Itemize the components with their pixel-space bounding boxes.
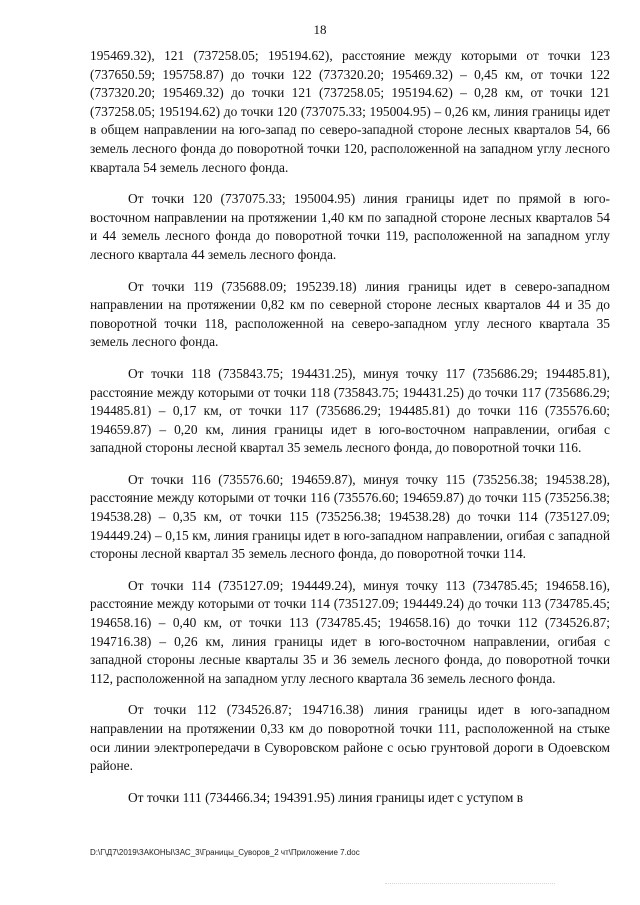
paragraph: 195469.32), 121 (737258.05; 195194.62), расстояние между которыми от точки 123 (737650.59; 195758.87) до точки 122 (737320.20; 195469.32) – 0,45 км, от точки 122 (737320.20; 195469.32) до точки 121 (737258.05; 195194.62) – 0,28 км, от точки 121 (737258.05; 195194.62) до точки 120 (737075.33; 195004.95) – 0,26 км, линия границы идет в общем направлении на юго-запад по северо-западной стороне лесных кварталов 54, 66 земель лесного фонда до поворотной точки 120, расположенной на западном углу лесного квартала 54 земель лесного фонда. (90, 48, 610, 175)
page-number: 18 (313, 22, 327, 37)
paragraph: От точки 112 (734526.87; 194716.38) линия границы идет в юго-западном направлении на протяжении 0,33 км до поворотной точки 111, расположенной на стыке оси линии электропередачи в Суворовском районе с осью грунтовой дороги в Одоевском районе. (90, 702, 610, 774)
paragraph: От точки 116 (735576.60; 194659.87), минуя точку 115 (735256.38; 194538.28), расстояние между которыми от точки 116 (735576.60; 194659.87) до точки 115 (735256.38; 194538.28) – 0,35 км, от точки 115 (735256.38; 194538.28) до точки 114 (735127.09; 194449.24) – 0,15 км, линия границы идет в юго-западном направлении, огибая с западной стороны лесной квартал 35 земель лесного фонда, до поворотной точки 114. (90, 471, 610, 562)
paragraph: От точки 111 (734466.34; 194391.95) линия границы идет с уступом в (128, 789, 524, 805)
footer-file-path: D:\Г\Д7\2019\ЗАКОНЫ\ЗАС_3\Границы_Суворов_2 чт\Приложение 7.doc (90, 848, 360, 857)
document-body (90, 47, 610, 820)
scan-artifact (385, 883, 555, 888)
paragraph: От точки 118 (735843.75; 194431.25), минуя точку 117 (735686.29; 194485.81), расстояние между которыми от точки 118 (735843.75; 194431.25) до точки 117 (735686.29; 194485.81) – 0,17 км, от точки 117 (735686.29; 194485.81) до точки 116 (735576.60; 194659.87) – 0,20 км, линия границы идет в юго-восточном направлении, огибая с западной стороны лесной квартал 35 земель лесного фонда, до поворотной точки 116. (90, 365, 610, 456)
paragraph: От точки 119 (735688.09; 195239.18) линия границы идет в северо-западном направлении на протяжении 0,82 км по северной стороне лесных кварталов 44 и 35 до поворотной точки 118, расположенной на северо-западном углу лесного квартала 35 земель лесного фонда. (90, 278, 610, 350)
paragraph: От точки 120 (737075.33; 195004.95) линия границы идет по прямой в юго-восточном направлении на протяжении 1,40 км по западной стороне лесных кварталов 54 и 44 земель лесного фонда до поворотной точки 119, расположенной на западном углу лесного квартала 44 земель лесного фонда. (90, 191, 610, 262)
paragraph: От точки 114 (735127.09; 194449.24), минуя точку 113 (734785.45; 194658.16), расстояние между которыми от точки 114 (735127.09; 194449.24) до точки 113 (734785.45; 194658.16) – 0,40 км, от точки 113 (734785.45; 194658.16) до точки 112 (734526.87; 194716.38) – 0,26 км, линия границы идет в юго-восточном направлении, огибая с западной стороны лесные кварталы 35 и 36 земель лесного фонда, до поворотной точки 112, расположенной на западном углу лесного квартала 36 земель лесного фонда. (90, 577, 610, 686)
